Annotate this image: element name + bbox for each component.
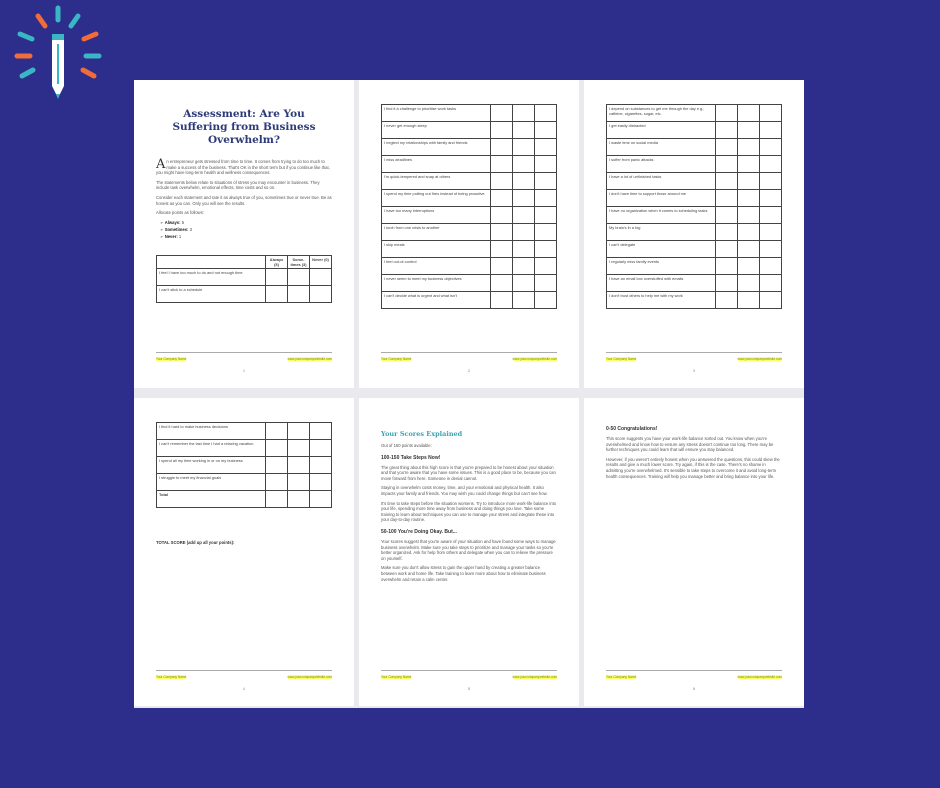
page-footer (156, 670, 332, 691)
rating-cell (716, 207, 738, 224)
statement-cell: I waste time on social media (607, 139, 716, 156)
rating-cell (491, 224, 513, 241)
table-row (382, 292, 557, 309)
rating-cell (738, 241, 760, 258)
statement-cell: I struggle to meet my financial goals (157, 474, 266, 491)
table-row (382, 156, 557, 173)
rating-cell (760, 241, 782, 258)
page-4 (134, 398, 354, 706)
table-row (607, 292, 782, 309)
statement-cell: I regularly miss family events (607, 258, 716, 275)
page-footer (606, 670, 782, 691)
table-row (382, 173, 557, 190)
rating-cell (491, 292, 513, 309)
score-band-heading: 50-100 You're Doing Okay. But... (381, 528, 457, 535)
rating-cell (535, 173, 557, 190)
table-row (382, 190, 557, 207)
rating-cell (513, 105, 535, 122)
statement-cell: I don't have time to support those around me (607, 190, 716, 207)
rating-cell (716, 105, 738, 122)
table-total-row (157, 491, 332, 508)
statements-paragraph: The statements below relate to situations of stress you may encounter in business. They include task overwhelm, emotional effects, time costs and so on. (156, 179, 320, 191)
footer-company-name: Your Company Name (606, 357, 637, 361)
rating-cell (288, 491, 310, 508)
rating-cell (288, 474, 310, 491)
statement-cell: I feel I have too much to do and not enough time (157, 268, 266, 285)
rating-cell (513, 122, 535, 139)
statement-cell: I skip meals (382, 241, 491, 258)
page-number: 4 (243, 687, 245, 691)
statement-cell: I get easily distracted (607, 122, 716, 139)
rating-cell (157, 255, 266, 268)
rating-cell (760, 207, 782, 224)
page-3 (584, 80, 804, 388)
rating-cell (266, 474, 288, 491)
rating-cell (738, 258, 760, 275)
rating-cell (738, 156, 760, 173)
footer-website: www.yourcompanywebsite.com (287, 675, 332, 679)
statement-cell: I'm quick-tempered and snap at others (382, 173, 491, 190)
rating-cell (266, 491, 288, 508)
rating-cell (760, 139, 782, 156)
page-footer (381, 670, 557, 691)
table-row (607, 275, 782, 292)
rating-cell (513, 275, 535, 292)
rating-cell (266, 268, 288, 285)
alloc-never: ➢ Never: 1 (160, 233, 182, 239)
rating-cell (535, 139, 557, 156)
rating-cell (716, 241, 738, 258)
table-row (157, 457, 332, 474)
rating-cell (266, 457, 288, 474)
rating-cell (738, 139, 760, 156)
rating-cell (491, 105, 513, 122)
rating-cell (760, 275, 782, 292)
rating-cell (513, 258, 535, 275)
page-2 (359, 80, 579, 388)
table-row (157, 423, 332, 440)
table-header-row (157, 255, 332, 268)
rating-cell (535, 224, 557, 241)
rating-cell (716, 156, 738, 173)
rating-cell (310, 457, 332, 474)
rating-cell (491, 156, 513, 173)
rating-cell (716, 173, 738, 190)
rating-cell (760, 105, 782, 122)
table-row (382, 139, 557, 156)
rating-cell (513, 224, 535, 241)
footer-website: www.yourcompanywebsite.com (737, 675, 782, 679)
table-row (382, 122, 557, 139)
page-footer (606, 352, 782, 373)
table-row (157, 474, 332, 491)
rating-cell (513, 207, 535, 224)
rating-cell (491, 275, 513, 292)
rating-paragraph: Consider each statement and rate it as always true of you, sometimes true or never true. Be as honest as you can. Only you will see the results. (156, 194, 332, 206)
rating-cell (288, 440, 310, 457)
statement-cell: I have too many interruptions (382, 207, 491, 224)
statement-cell: I spend all my time working in or on my business (157, 457, 266, 474)
statement-cell: I never get enough sleep (382, 122, 491, 139)
rating-cell (491, 207, 513, 224)
assessment-table-4 (156, 422, 332, 508)
statement-cell: I depend on substances to get me through the day e.g., caffeine, cigarettes, sugar, etc. (607, 105, 716, 122)
statement-cell: I find it a challenge to prioritise work tasks (382, 105, 491, 122)
table-row (382, 207, 557, 224)
total-score-label: TOTAL SCORE (add up all your points): (156, 540, 235, 545)
page-6: 0-50 Congratulations! This score suggests you have your work-life balance sorted out. You know when you're overwhelmed and know how to ensure any stress doesn't continue too long. There may be further techniques you could learn that will ensure you stay balanced. However, if you weren't entirely honest when you answered the questions, this could skew the results and give a much lower score. Try again, if this is the case. There's no shame in admitting you're overwhelmed. It's sensible to take steps to overcome it and avoid long-term health consequences. Training will help you manage better and bring balance into your life. Your Company Name www.yourcompanywebsite.com 6 (584, 398, 804, 706)
rating-cell (310, 440, 332, 457)
statement-cell: I have a lot of unfinished tasks (607, 173, 716, 190)
statement-cell: I feel out-of-control (382, 258, 491, 275)
rating-cell (310, 268, 332, 285)
rating-cell (491, 122, 513, 139)
alloc-sometimes: ➢ Sometimes: 3 (160, 226, 192, 232)
rating-cell (535, 258, 557, 275)
rating-cell (760, 224, 782, 241)
rating-cell (716, 122, 738, 139)
rating-cell (535, 292, 557, 309)
rating-cell (760, 122, 782, 139)
rating-cell (535, 122, 557, 139)
statement-cell: I spend my time putting out fires instead of being proactive (382, 190, 491, 207)
rating-cell (266, 423, 288, 440)
statement-cell: I find it hard to make business decisions (157, 423, 266, 440)
table-row (607, 105, 782, 122)
footer-company-name: Your Company Name (606, 675, 637, 679)
statement-cell: Some-times (3) (288, 255, 310, 268)
statement-cell: My brain's in a fog (607, 224, 716, 241)
page-number: 5 (468, 687, 470, 691)
rating-cell (716, 190, 738, 207)
table-row (607, 139, 782, 156)
rating-cell (716, 224, 738, 241)
table-row (382, 224, 557, 241)
statement-cell: I neglect my relationships with family and friends (382, 139, 491, 156)
rating-cell (716, 139, 738, 156)
rating-cell (535, 207, 557, 224)
rating-cell (535, 105, 557, 122)
page-1 (134, 80, 354, 388)
table-row (157, 440, 332, 457)
rating-cell (491, 139, 513, 156)
page-number: 1 (243, 369, 245, 373)
table-row (382, 258, 557, 275)
rating-cell (513, 139, 535, 156)
statement-cell: I can't delegate (607, 241, 716, 258)
statement-cell: I can't stick to a schedule (157, 285, 266, 302)
footer-website: www.yourcompanywebsite.com (512, 675, 557, 679)
rating-cell (513, 292, 535, 309)
footer-company-name: Your Company Name (156, 357, 187, 361)
intro-paragraph: An entrepreneur gets stressed from time to time. It comes from trying to do too much to make a success of the business. That's OK in the short term but if you continue like that, you might have long-term health and wellness consequences. (156, 157, 330, 176)
rating-cell (513, 173, 535, 190)
assessment-table-2 (381, 104, 557, 309)
rating-cell (738, 122, 760, 139)
page-5: Your Scores Explained Out of 150 points available: 100-150 Take Steps Now! The great thing about this high score is that you're prepared to be honest about your situation and that you're aware that you have some issues. This is a good place to be, because you can move forward from here. Someone in denial cannot. Staying in overwhelm costs money, time, and your emotional and physical health. It also impacts your family and friends. You may wish you could change things but can't see how. It's time to take steps before the situation worsens. Try to introduce more work-life balance into your life, spending more time away from business and doing things you love. Take some training to learn about techniques you can use to manage your stress and integrate these into your day-to-day routine. 50-100 You're Doing Okay. But... Your scores suggest that you're aware of your situation and have found some ways to manage business overwhelm. Make sure you take steps to prioritize and manage your tasks so you're better organized. Ask for help from others and delegate when you can to relieve the pressure on yourself. Make sure you don't allow stress to gain the upper hand by creating a greater balance between work and home life. Take training to learn more about how to eliminate business overwhelm and retain a calm center. Your Company Name www.yourcompanywebsite.com 5 (359, 398, 579, 706)
table-row (607, 207, 782, 224)
table-row (607, 122, 782, 139)
assessment-table-1 (156, 255, 332, 303)
rating-cell (288, 268, 310, 285)
rating-cell (266, 440, 288, 457)
rating-cell (310, 423, 332, 440)
statement-cell: I never seem to meet my business objectives (382, 275, 491, 292)
statement-cell: I lurch from one crisis to another (382, 224, 491, 241)
page-footer (156, 352, 332, 373)
footer-company-name: Your Company Name (381, 675, 412, 679)
table-row (157, 268, 332, 285)
rating-cell (310, 285, 332, 302)
rating-cell (716, 275, 738, 292)
rating-cell (760, 173, 782, 190)
table-row (382, 241, 557, 258)
statement-cell: I can't remember the last time I had a relaxing vacation (157, 440, 266, 457)
table-row (607, 224, 782, 241)
rating-cell (738, 275, 760, 292)
rating-cell (738, 292, 760, 309)
rating-cell (535, 190, 557, 207)
statement-cell: I can't decide what is urgent and what isn't (382, 292, 491, 309)
rating-cell (491, 173, 513, 190)
footer-website: www.yourcompanywebsite.com (512, 357, 557, 361)
footer-website: www.yourcompanywebsite.com (737, 357, 782, 361)
rating-cell (535, 241, 557, 258)
rating-cell (738, 105, 760, 122)
rating-cell (738, 207, 760, 224)
statement-cell: Total (157, 491, 266, 508)
rating-cell (716, 258, 738, 275)
rating-cell (491, 241, 513, 258)
rating-cell (513, 241, 535, 258)
rating-cell (760, 292, 782, 309)
rating-cell (513, 190, 535, 207)
statement-cell: Never (0) (310, 255, 332, 268)
footer-website: www.yourcompanywebsite.com (287, 357, 332, 361)
table-row (607, 173, 782, 190)
rating-cell (513, 156, 535, 173)
rating-cell (491, 258, 513, 275)
rating-cell (738, 173, 760, 190)
dropcap: A (156, 157, 166, 172)
table-row (382, 275, 557, 292)
table-row (607, 241, 782, 258)
statement-cell: I suffer from panic attacks (607, 156, 716, 173)
rating-cell (535, 156, 557, 173)
allocate-label: Allocate points as follows: (156, 210, 204, 216)
score-band-heading: 100-150 Take Steps Now! (381, 454, 441, 461)
rating-cell (288, 285, 310, 302)
statement-cell: I don't trust others to help me with my work (607, 292, 716, 309)
page-number: 2 (468, 369, 470, 373)
table-row (382, 105, 557, 122)
assessment-title: Assessment: Are You Suffering from Business Overwhelm? (172, 108, 316, 146)
table-row (607, 190, 782, 207)
rating-cell (760, 190, 782, 207)
page-number: 6 (693, 687, 695, 691)
table-row (157, 285, 332, 302)
statement-cell: Always (5) (266, 255, 288, 268)
rating-cell (716, 292, 738, 309)
rating-cell (288, 423, 310, 440)
footer-company-name: Your Company Name (156, 675, 187, 679)
page-footer (381, 352, 557, 373)
score-band-heading: 0-50 Congratulations! (606, 426, 658, 432)
rating-cell (310, 491, 332, 508)
rating-cell (760, 258, 782, 275)
statement-cell: I have no organization when it comes to scheduling tasks (607, 207, 716, 224)
footer-company-name: Your Company Name (381, 357, 412, 361)
rating-cell (738, 224, 760, 241)
pencil-burst-logo (12, 4, 112, 110)
statement-cell: I miss deadlines (382, 156, 491, 173)
table-row (607, 258, 782, 275)
scores-explained-heading: Your Scores Explained (381, 430, 463, 438)
rating-cell (738, 190, 760, 207)
page-number: 3 (693, 369, 695, 373)
assessment-table-3 (606, 104, 782, 309)
rating-cell (288, 457, 310, 474)
statement-cell: I have an email box overstuffed with emails (607, 275, 716, 292)
table-row (607, 156, 782, 173)
document-preview-sheet (134, 80, 804, 708)
rating-cell (491, 190, 513, 207)
rating-cell (760, 156, 782, 173)
alloc-always: ➢ Always: 5 (160, 219, 185, 225)
rating-cell (266, 285, 288, 302)
rating-cell (310, 474, 332, 491)
out-of-text: Out of 150 points available: (381, 443, 432, 448)
rating-cell (535, 275, 557, 292)
